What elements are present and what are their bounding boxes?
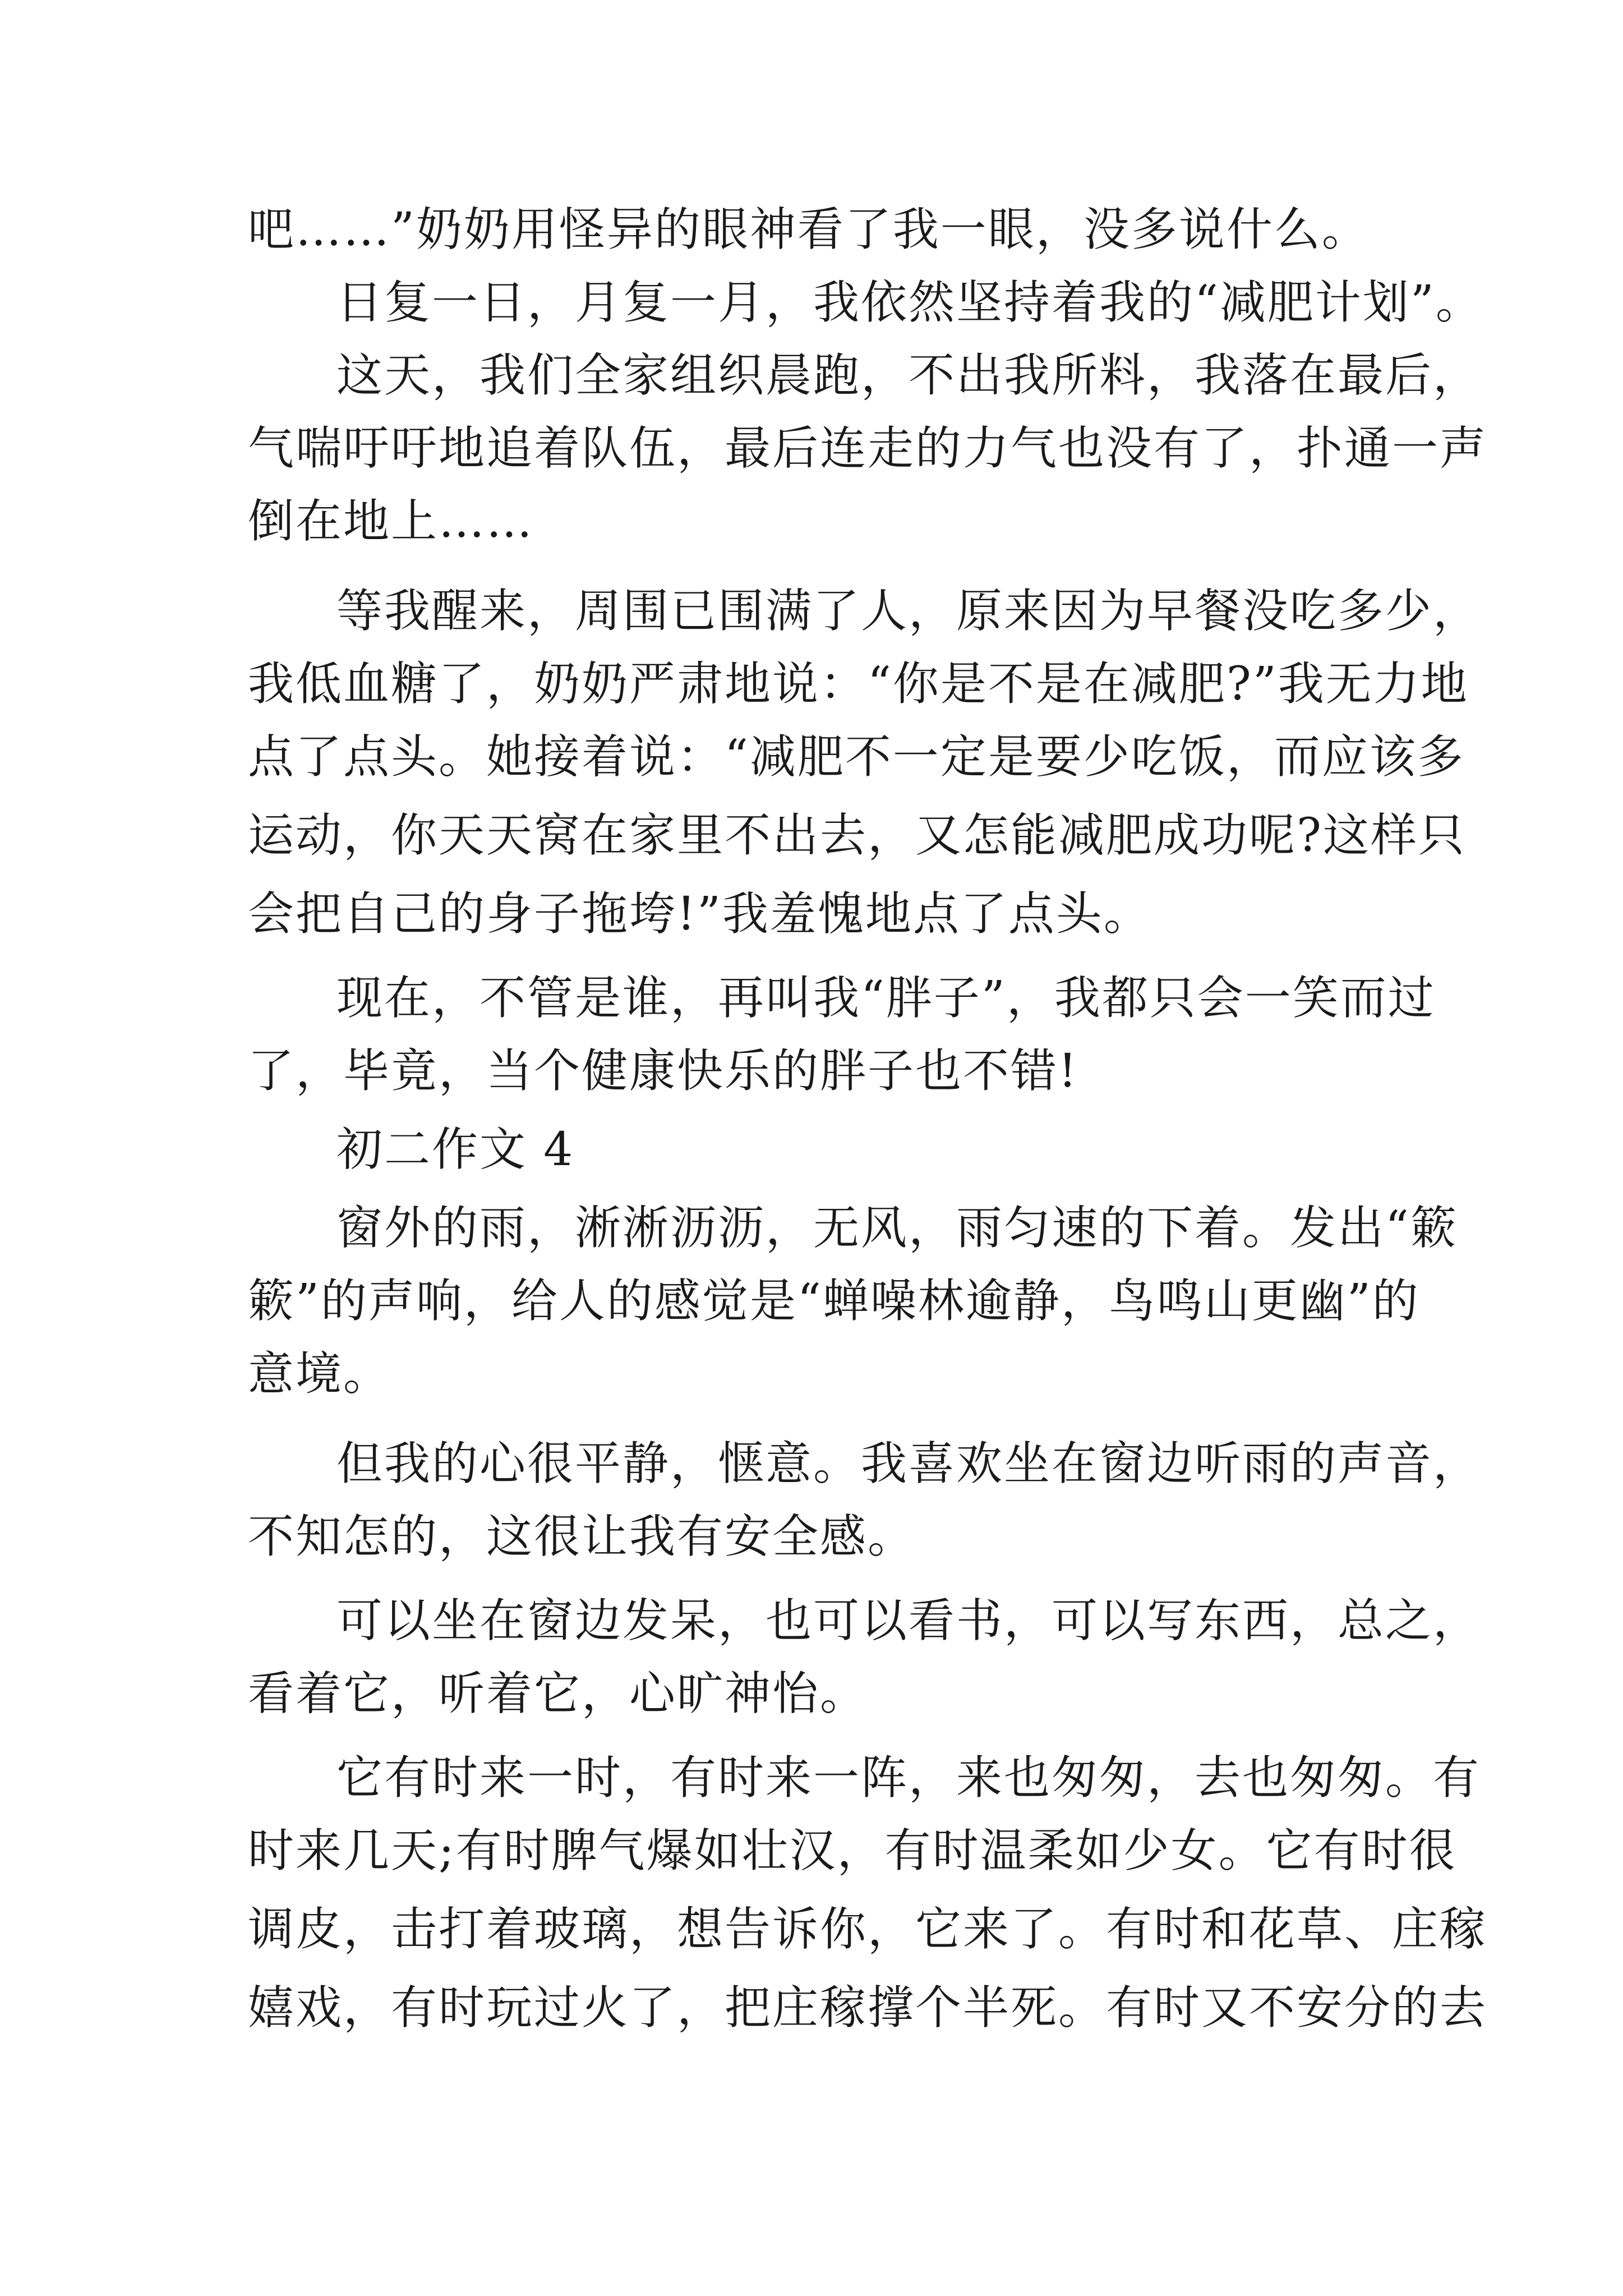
text-line: 气喘吁吁地追着队伍，最后连走的力气也没有了，扑通一声 (248, 422, 1488, 475)
section-heading: 初二作文 4 (336, 1123, 575, 1176)
text-line: 可以坐在窗边发呆，也可以看书，可以写东西，总之， (336, 1594, 1481, 1648)
text-line: 了，毕竟，当个健康快乐的胖子也不错! (248, 1045, 1078, 1098)
text-line: 运动，你天天窝在家里不出去，又怎能减肥成功呢?这样只 (248, 809, 1466, 862)
text-line: 日复一日，月复一月，我依然坚持着我的“减肥计划”。 (336, 276, 1483, 329)
text-line: 意境。 (248, 1347, 391, 1401)
text-line: 现在，不管是谁，再叫我“胖子”，我都只会一笑而过 (336, 972, 1436, 1025)
text-line: 点了点头。她接着说：“减肥不一定是要少吃饭，而应该多 (248, 730, 1465, 784)
text-line: 看着它，听着它，心旷神怡。 (248, 1667, 868, 1720)
text-line: 吧……”奶奶用怪异的眼神看了我一眼，没多说什么。 (248, 203, 1370, 256)
text-line: 簌”的声响，给人的感觉是“蝉噪林逾静，鸟鸣山更幽”的 (248, 1274, 1420, 1328)
text-line: 时来几天;有时脾气爆如壮汉，有时温柔如少女。它有时很 (248, 1824, 1457, 1878)
text-line: 倒在地上…… (248, 495, 534, 548)
text-line: 调皮，击打着玻璃，想告诉你，它来了。有时和花草、庄稼 (248, 1903, 1488, 1956)
text-line: 等我醒来，周围已围满了人，原来因为早餐没吃多少， (336, 585, 1481, 638)
text-line: 它有时来一时，有时来一阵，来也匆匆，去也匆匆。有 (336, 1751, 1481, 1805)
text-line: 窗外的雨，淅淅沥沥，无风，雨匀速的下着。发出“簌 (336, 1202, 1458, 1255)
text-line: 会把自己的身子拖垮!”我羞愧地点了点头。 (248, 887, 1151, 941)
text-line: 不知怎的，这很让我有安全感。 (248, 1510, 916, 1563)
text-line: 嬉戏，有时玩过火了，把庄稼撑个半死。有时又不安分的去 (248, 1981, 1488, 2035)
text-line: 但我的心很平静，惬意。我喜欢坐在窗边听雨的声音， (336, 1437, 1481, 1490)
text-line: 这天，我们全家组织晨跑，不出我所料，我落在最后， (336, 349, 1481, 402)
text-line: 我低血糖了，奶奶严肃地说：“你是不是在减肥?”我无力地 (248, 657, 1469, 711)
